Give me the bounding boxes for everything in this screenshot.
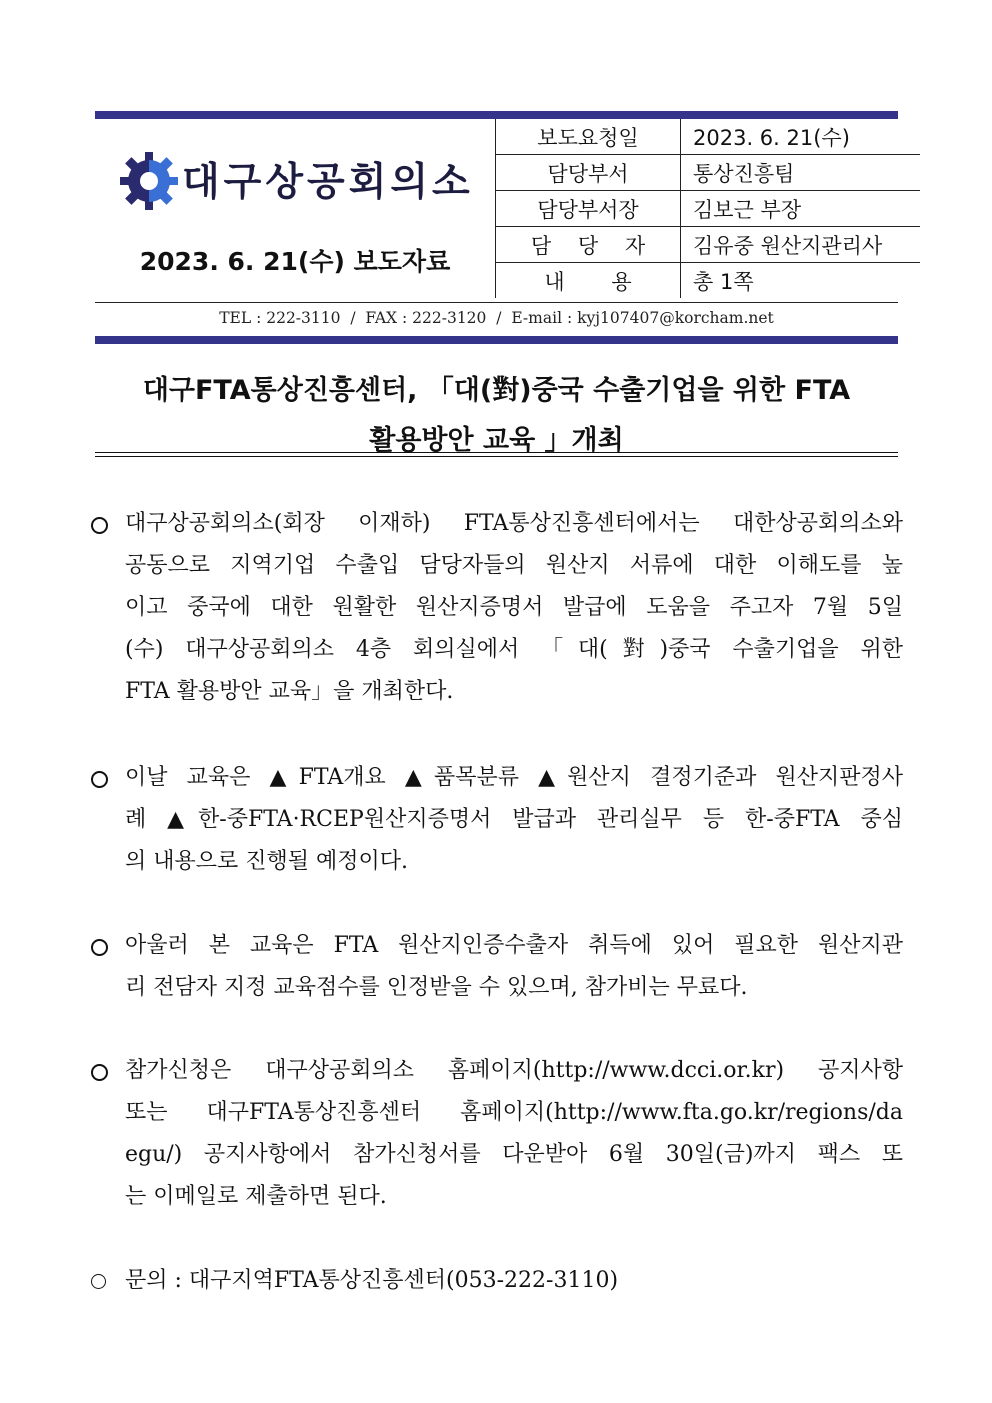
info-row-contact-person [496, 227, 921, 263]
info-key: 담당부서장 [496, 191, 681, 227]
paragraph-line: FTA 활용방안 교육」을 개최한다. [125, 679, 454, 704]
circle-bullet-icon [91, 771, 108, 788]
paragraph-line: 이날 교육은 ▲FTA개요 ▲품목분류 ▲원산지 결정기준과 원산지판정사 [125, 765, 903, 790]
info-row-department [496, 155, 921, 191]
paragraph-line: 리 전담자 지정 교육점수를 인정받을 수 있으며, 참가비는 무료다. [125, 975, 748, 1000]
paragraph-application [91, 1050, 903, 1218]
contact-line: TEL : 222-3110 / FAX : 222-3120 / E-mail : kyj107407@korcham.net [219, 309, 774, 327]
info-row-date [496, 119, 921, 155]
paragraph-line: 또는 대구FTA통상진흥센터 홈페이지(http://www.fta.go.kr/regions/da [125, 1100, 903, 1125]
headline-line-1: 대구FTA통상진흥센터, 「대(對)중국 수출기업을 위한 FTA [142, 375, 851, 406]
release-date-label: 2023. 6. 21(수) 보도자료 [139, 247, 451, 276]
circle-bullet-icon [91, 1064, 108, 1081]
header-bottom-bar [95, 336, 898, 344]
info-value: 김보근 부장 [681, 191, 921, 227]
paragraph-line: egu/) 공지사항에서 참가신청서를 다운받아 6월 30일(금)까지 팩스 또 [125, 1142, 903, 1167]
press-info-table [495, 119, 920, 298]
paragraph-program [91, 757, 903, 883]
paragraph-line: 례 ▲한-중FTA·RCEP원산지증명서 발급과 관리실무 등 한-중FTA 중심 [125, 807, 903, 832]
paragraph-line: 는 이메일로 제출하면 된다. [125, 1184, 387, 1209]
paragraph-line: 아울러 본 교육은 FTA 원산지인증수출자 취득에 있어 필요한 원산지관 [125, 933, 903, 958]
paragraph-line: 문의 : 대구지역FTA통상진흥센터(053-222-3110) [125, 1268, 619, 1293]
title-rule [95, 456, 898, 457]
paragraph-line: 의 내용으로 진행될 예정이다. [125, 849, 408, 874]
gear-logo-icon [118, 150, 180, 212]
circle-bullet-icon [91, 517, 108, 534]
org-name: 대구상공회의소 [182, 160, 474, 205]
circle-bullet-icon [91, 1274, 106, 1289]
paragraph-line: (수) 대구상공회의소 4층 회의실에서 「대(對)중국 수출기업을 위한 [125, 637, 903, 662]
info-value: 총 1쪽 [681, 263, 921, 299]
paragraph-intro [91, 503, 903, 713]
paragraph-line: 대구상공회의소(회장 이재하) FTA통상진흥센터에서는 대한상공회의소와 [125, 511, 903, 536]
info-value: 통상진흥팀 [681, 155, 921, 191]
circle-bullet-icon [91, 939, 108, 956]
info-row-department-head [496, 191, 921, 227]
headline-line-2: 활용방안 교육 」개최 [369, 425, 624, 456]
paragraph-line: 공동으로 지역기업 수출입 담당자들의 원산지 서류에 대한 이해도를 높 [125, 553, 903, 578]
paragraph-line: 참가신청은 대구상공회의소 홈페이지(http://www.dcci.or.kr) 공지사항 [125, 1058, 903, 1083]
title-rule [95, 452, 898, 453]
info-row-content [496, 263, 921, 299]
org-logo [118, 150, 474, 212]
info-key: 담 당 자 [496, 227, 681, 263]
paragraph-line: 이고 중국에 대한 원활한 원산지증명서 발급에 도움을 주고자 7월 5일 [125, 595, 903, 620]
info-key: 담당부서 [496, 155, 681, 191]
paragraph-inquiry [91, 1260, 903, 1302]
info-key: 보도요청일 [496, 119, 681, 155]
info-value: 2023. 6. 21(수) [681, 119, 921, 155]
info-value: 김유중 원산지관리사 [681, 227, 921, 263]
info-key: 내 용 [496, 263, 681, 299]
header-top-bar [95, 111, 898, 119]
paragraph-benefit [91, 925, 903, 1009]
